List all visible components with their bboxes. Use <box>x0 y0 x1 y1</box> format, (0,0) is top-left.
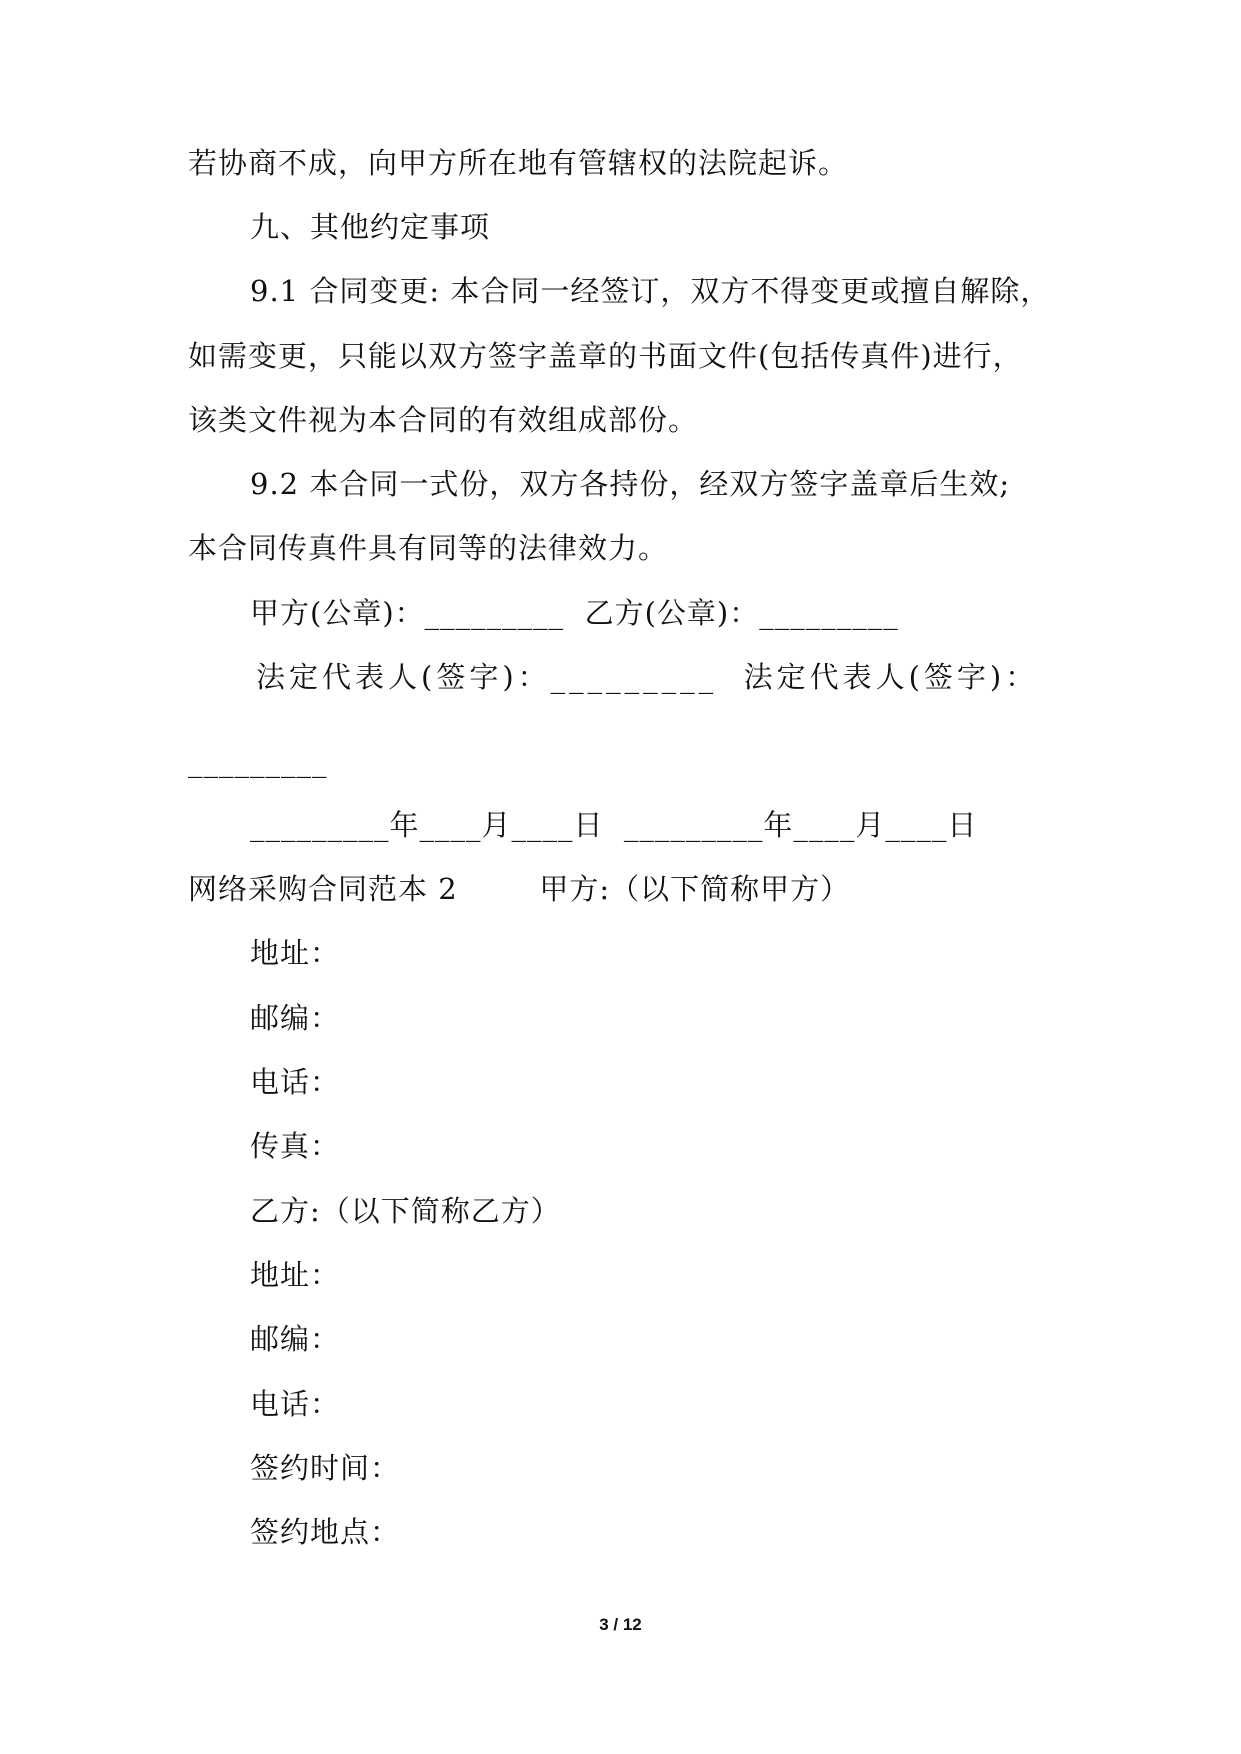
party-b-phone-label: 电话： <box>250 1387 341 1421</box>
party-a-phone-label: 电话： <box>250 1065 341 1099</box>
signing-place-label: 签约地点： <box>250 1515 401 1549</box>
text-line-9-2-b: 本合同传真件具有同等的法律效力。 <box>188 531 669 565</box>
section-heading-other-terms: 九、其他约定事项 <box>250 210 491 244</box>
text-line-dispute-resolution: 若协商不成，向甲方所在地有管辖权的法院起诉。 <box>188 146 849 180</box>
party-b-postcode-label: 邮编： <box>250 1322 341 1356</box>
contract-title-party-a: 网络采购合同范本 2 甲方:（以下简称甲方） <box>188 872 851 906</box>
party-a-fax-label: 传真： <box>250 1129 341 1163</box>
date-line: _________年____月____日 _________年____月____日 <box>250 808 978 842</box>
text-line-9-2-a: 9.2 本合同一式份，双方各持份，经双方签字盖章后生效; <box>250 467 1011 501</box>
party-a-postcode-label: 邮编： <box>250 1001 341 1035</box>
page-number: 3 / 12 <box>599 1615 642 1634</box>
party-b-address-label: 地址： <box>250 1258 341 1292</box>
party-b-heading: 乙方:（以下简称乙方） <box>250 1194 561 1228</box>
party-a-address-label: 地址： <box>250 936 341 970</box>
seal-line: 甲方(公章)：_________ 乙方(公章)：_________ <box>250 596 899 630</box>
text-line-9-1-a: 9.1 合同变更: 本合同一经签订，双方不得变更或擅自解除， <box>250 274 1051 308</box>
text-line-9-1-c: 该类文件视为本合同的有效组成部份。 <box>188 403 699 437</box>
legal-rep-signature-line: 法定代表人(签字)：_________ 法定代表人(签字)： <box>256 660 1039 694</box>
text-line-9-1-b: 如需变更，只能以双方签字盖章的书面文件(包括传真件)进行， <box>188 339 1023 373</box>
signing-time-label: 签约时间： <box>250 1451 401 1485</box>
signature-blank-continuation: _________ <box>188 744 328 778</box>
